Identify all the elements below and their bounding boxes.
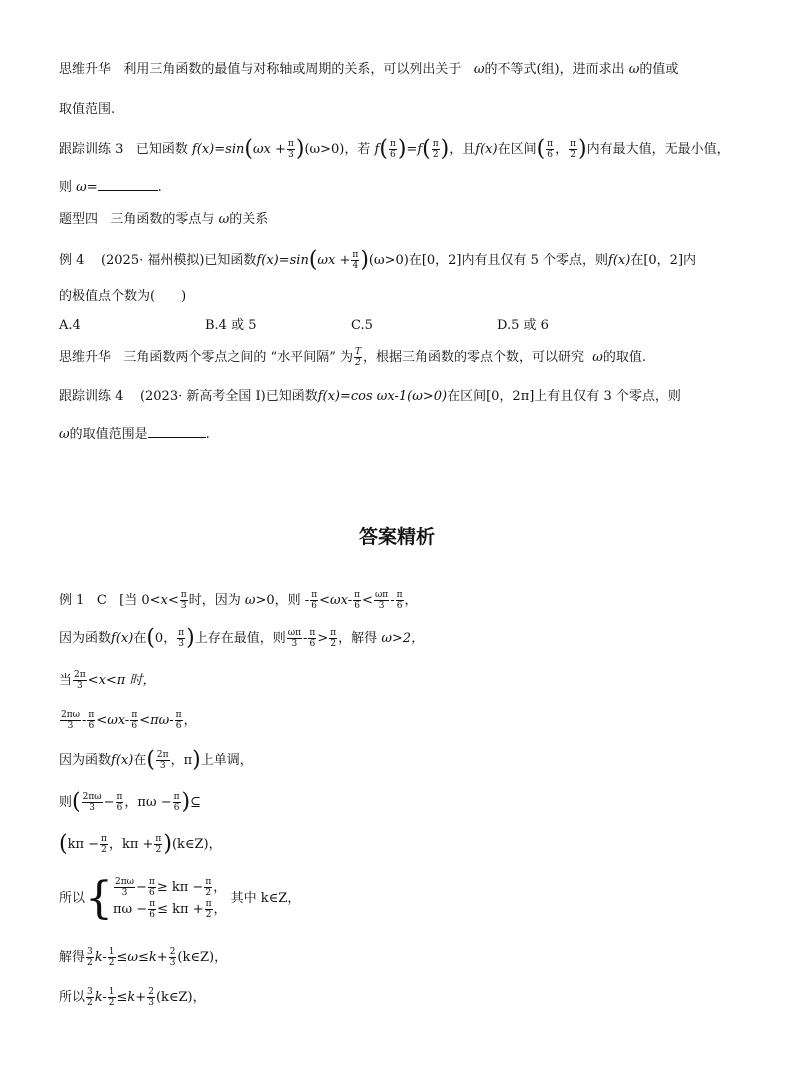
fraction: $\frac{2\pi\omega}{3}$: [61, 710, 80, 731]
text: -: [81, 713, 87, 728]
answer-ex1-line7: [59, 831, 222, 857]
fraction: $\frac{\pi}{6}$: [309, 628, 316, 649]
fraction: $\frac{\pi}{2}$: [205, 899, 212, 920]
text: (k∈Z)，: [155, 990, 206, 1005]
expr: ωx +: [317, 253, 351, 268]
text: 的关系: [229, 212, 269, 227]
fraction: $\frac{3}{2}$: [87, 947, 93, 968]
text: 因为函数: [59, 753, 112, 768]
text: .: [157, 180, 162, 195]
insight-label: 思维升华: [59, 62, 112, 77]
text: 则: [59, 180, 73, 195]
text: >0，则 -: [255, 593, 310, 608]
expr: ωx +: [252, 142, 286, 157]
expr: <πω-: [139, 713, 174, 728]
paren: ): [181, 789, 191, 815]
text: -: [303, 631, 308, 646]
inequality-system: [85, 873, 227, 924]
paren: ): [192, 747, 201, 773]
paren: (: [308, 247, 318, 273]
answer-ex1-line10: [59, 987, 206, 1008]
text: 则: [59, 795, 73, 810]
paren: ): [186, 625, 195, 651]
paren: (: [59, 831, 68, 857]
expr: k-: [94, 990, 107, 1005]
text: 上存在最值，则: [194, 631, 286, 646]
answer-choice: C: [96, 593, 107, 608]
answer-ex1-line5: [59, 747, 253, 773]
text: ≥ kπ −: [156, 880, 204, 895]
expr: <ωx-: [319, 593, 353, 608]
text: ，: [404, 593, 418, 608]
paren: ): [440, 136, 450, 162]
fraction: $\frac{\pi}{6}$: [547, 139, 554, 160]
fraction: $\frac{\pi}{4}$: [352, 250, 359, 271]
text: 其中 k∈Z，: [230, 891, 301, 906]
exercise-label: 跟踪训练 4: [59, 389, 124, 404]
exercise-4: [59, 387, 681, 407]
fraction: $\frac{\omega\pi}{3}$: [287, 628, 301, 649]
text: 在: [133, 631, 147, 646]
fraction: $\frac{2}{3}$: [148, 987, 154, 1008]
function: f(x): [111, 631, 134, 646]
paren: (: [536, 136, 546, 162]
paren: (: [422, 136, 431, 162]
text: (ω>0)，若: [304, 142, 371, 157]
text: ，kπ +: [108, 837, 154, 852]
fraction: $\frac{\pi}{6}$: [311, 590, 318, 611]
option-b[interactable]: B.4 或 5: [205, 318, 257, 333]
answer-ex1-line8: [59, 873, 301, 924]
expr: <ωx-: [96, 713, 130, 728]
function: f(x): [608, 253, 631, 268]
exercise-3-cont: [59, 177, 162, 198]
text: 三角函数两个零点之间的 “水平间隔” 为: [123, 350, 353, 365]
fraction: $\frac{T}{2}$: [354, 347, 361, 368]
answer-ex1-line9: [59, 947, 227, 968]
option-d[interactable]: D.5 或 6: [497, 318, 549, 333]
text: πω −: [113, 902, 148, 917]
omega: ω: [473, 62, 485, 77]
text: 0，: [154, 631, 177, 646]
fraction: $\frac{\pi}{3}$: [178, 628, 185, 649]
fraction: $\frac{\pi}{2}$: [205, 877, 212, 898]
text: ，: [183, 713, 197, 728]
text: 已知函数: [135, 142, 188, 157]
fraction: $\frac{\pi}{3}$: [180, 590, 187, 611]
text: ⊆: [190, 795, 202, 810]
answer-blank[interactable]: [98, 177, 158, 191]
text: (2025· 福州模拟)已知函数: [100, 253, 257, 268]
answer-ex1-line4: [59, 710, 197, 731]
fraction: $\frac{\pi}{6}$: [148, 877, 155, 898]
omega: ω: [592, 350, 603, 365]
text: 的值或: [639, 62, 679, 77]
paren: (: [72, 789, 81, 815]
fraction: $\frac{\pi}{2}$: [432, 139, 439, 160]
text: 的取值范围是: [69, 427, 148, 442]
var: x: [160, 593, 168, 608]
example-4: [59, 247, 697, 273]
exercise-label: 跟踪训练 3: [59, 142, 124, 157]
exercise-4-cont: [59, 424, 210, 445]
option-a[interactable]: A.4: [59, 318, 81, 333]
fraction: $\frac{\pi}{6}$: [389, 139, 396, 160]
fraction: $\frac{\pi}{6}$: [173, 792, 180, 813]
expr: <x<π 时，: [87, 673, 156, 688]
insight-paragraph-1: [59, 60, 678, 80]
insight-paragraph-2: [59, 347, 646, 368]
text: =: [86, 180, 98, 195]
option-c[interactable]: C.5: [351, 318, 373, 333]
fraction: $\frac{\omega\pi}{3}$: [374, 590, 389, 611]
text: 的不等式(组)，进而求出: [484, 62, 625, 77]
paren: ): [295, 136, 305, 162]
expr: ≤ω≤k+: [116, 950, 168, 965]
fraction: $\frac{2\pi\omega}{3}$: [82, 792, 102, 813]
text: ，且: [449, 142, 476, 157]
text: <: [362, 593, 373, 608]
fraction: $\frac{2\pi}{3}$: [156, 750, 169, 771]
text: ，解得: [338, 631, 378, 646]
paren: (: [146, 625, 155, 651]
fraction: $\frac{\pi}{6}$: [116, 792, 123, 813]
section-label: 题型四: [59, 212, 99, 227]
expr: ≤k+: [116, 990, 147, 1005]
insight-label: 思维升华: [59, 350, 112, 365]
fraction: $\frac{2\pi}{3}$: [74, 670, 86, 691]
text: 在区间: [497, 142, 537, 157]
fraction: $\frac{3}{2}$: [87, 987, 93, 1008]
brace: {: [85, 873, 114, 924]
text: 的取值.: [602, 350, 647, 365]
system-row-2: [113, 899, 227, 921]
function: f(x): [475, 142, 498, 157]
text: ，根据三角函数的零点个数，可以研究: [363, 350, 585, 365]
text: 解得: [59, 950, 86, 965]
function: f(x): [111, 753, 134, 768]
fraction: $\frac{\pi}{2}$: [330, 628, 337, 649]
text: 内有最大值，无最小值，: [586, 142, 730, 157]
omega: ω: [76, 180, 87, 195]
text: −: [136, 880, 147, 895]
paren: (: [146, 747, 155, 773]
fraction: $\frac{\pi}{2}$: [155, 834, 162, 855]
answer-ex1-line1: [59, 590, 418, 611]
text: <: [167, 593, 179, 608]
fraction: $\frac{\pi}{2}$: [101, 834, 107, 855]
function: f(x)=sin: [191, 142, 245, 157]
text: >: [317, 631, 329, 646]
fraction: $\frac{1}{2}$: [108, 947, 115, 968]
expr: ω>2，: [381, 631, 425, 646]
text: .: [205, 427, 210, 442]
insight-paragraph-1-cont: 取值范围.: [59, 102, 116, 117]
fraction: $\frac{\pi}{6}$: [131, 710, 138, 731]
fraction: $\frac{\pi}{6}$: [88, 710, 95, 731]
fraction: $\frac{\pi}{3}$: [287, 139, 294, 160]
text: ≤ kπ +: [157, 902, 204, 917]
text: -: [390, 593, 395, 608]
exercise-3: 跟踪训练 3 已知函数 f(x)=sin(ωx + $\frac{\pi}{3}$ )(ω>0)，若 f( $\frac{\pi}{6}$ )=f( $\frac{\pi}{2}$ )，且f(x)在区间( $\frac{\pi}{6}$ ， $\frac{\pi}{2}$ )内有最大值，无最小值，: [59, 136, 730, 162]
text: (2023· 新高考全国 Ⅰ)已知函数: [139, 389, 318, 404]
function: f(x)=sin: [256, 253, 309, 268]
text: ，: [213, 902, 227, 917]
function: f: [374, 142, 380, 157]
text: (k∈Z)，: [171, 837, 222, 852]
text: 利用三角函数的最值与对称轴或周期的关系，可以列出关于: [123, 62, 462, 77]
text: 三角函数的零点与: [110, 212, 215, 227]
example-label: 例 4: [59, 253, 85, 268]
paren: (: [244, 136, 253, 162]
text: 在: [133, 753, 147, 768]
paren: ): [578, 136, 587, 162]
text: [当 0<: [119, 593, 161, 608]
text: ，π: [170, 753, 193, 768]
paren: ): [360, 247, 369, 273]
text: 上单调，: [200, 753, 253, 768]
text: 所以: [59, 990, 86, 1005]
omega: ω: [628, 62, 640, 77]
example-label: 例 1: [59, 593, 85, 608]
text: kπ −: [67, 837, 100, 852]
function: f(x)=cos ωx-1(ω>0): [317, 389, 448, 404]
text: 因为函数: [59, 631, 112, 646]
expr: =f: [406, 142, 423, 157]
omega: ω: [59, 427, 70, 442]
paren: ): [397, 136, 407, 162]
system-row-1: [113, 877, 227, 899]
expr: k-: [94, 950, 107, 965]
options: [59, 316, 643, 336]
example-4-cont: 的极值点个数为( ): [59, 289, 187, 304]
fraction: $\frac{\pi}{2}$: [570, 139, 577, 160]
paren: ): [163, 831, 172, 857]
answer-ex1-line2: [59, 625, 425, 651]
rows: [113, 877, 227, 921]
text: 当: [59, 673, 73, 688]
text: ，: [213, 880, 227, 895]
text: 时，因为: [188, 593, 241, 608]
text: ，πω −: [124, 795, 172, 810]
text: (k∈Z)，: [177, 950, 228, 965]
section-heading-4: [59, 210, 268, 230]
answer-blank[interactable]: [148, 424, 206, 438]
omega: ω: [218, 212, 230, 227]
fraction: $\frac{\pi}{6}$: [175, 710, 182, 731]
fraction: $\frac{\pi}{6}$: [149, 899, 156, 920]
text: 在[0，2]内: [630, 253, 697, 268]
answer-ex1-line3: [59, 670, 155, 691]
paren: (: [379, 136, 388, 162]
fraction: $\frac{\pi}{6}$: [396, 590, 403, 611]
fraction: $\frac{1}{2}$: [108, 987, 115, 1008]
fraction: $\frac{\pi}{6}$: [354, 590, 361, 611]
text: 所以: [59, 891, 86, 906]
fraction: $\frac{2}{3}$: [169, 947, 176, 968]
text: 在区间[0，2π]上有且仅有 3 个零点，则: [447, 389, 681, 404]
omega: ω: [244, 593, 256, 608]
text: −: [103, 795, 115, 810]
answer-title: 答案精析: [358, 526, 435, 548]
fraction: $\frac{2\pi\omega}{3}$: [115, 877, 134, 898]
answer-ex1-line6: [59, 789, 202, 815]
text: (ω>0)在[0，2]内有且仅有 5 个零点，则: [368, 253, 609, 268]
